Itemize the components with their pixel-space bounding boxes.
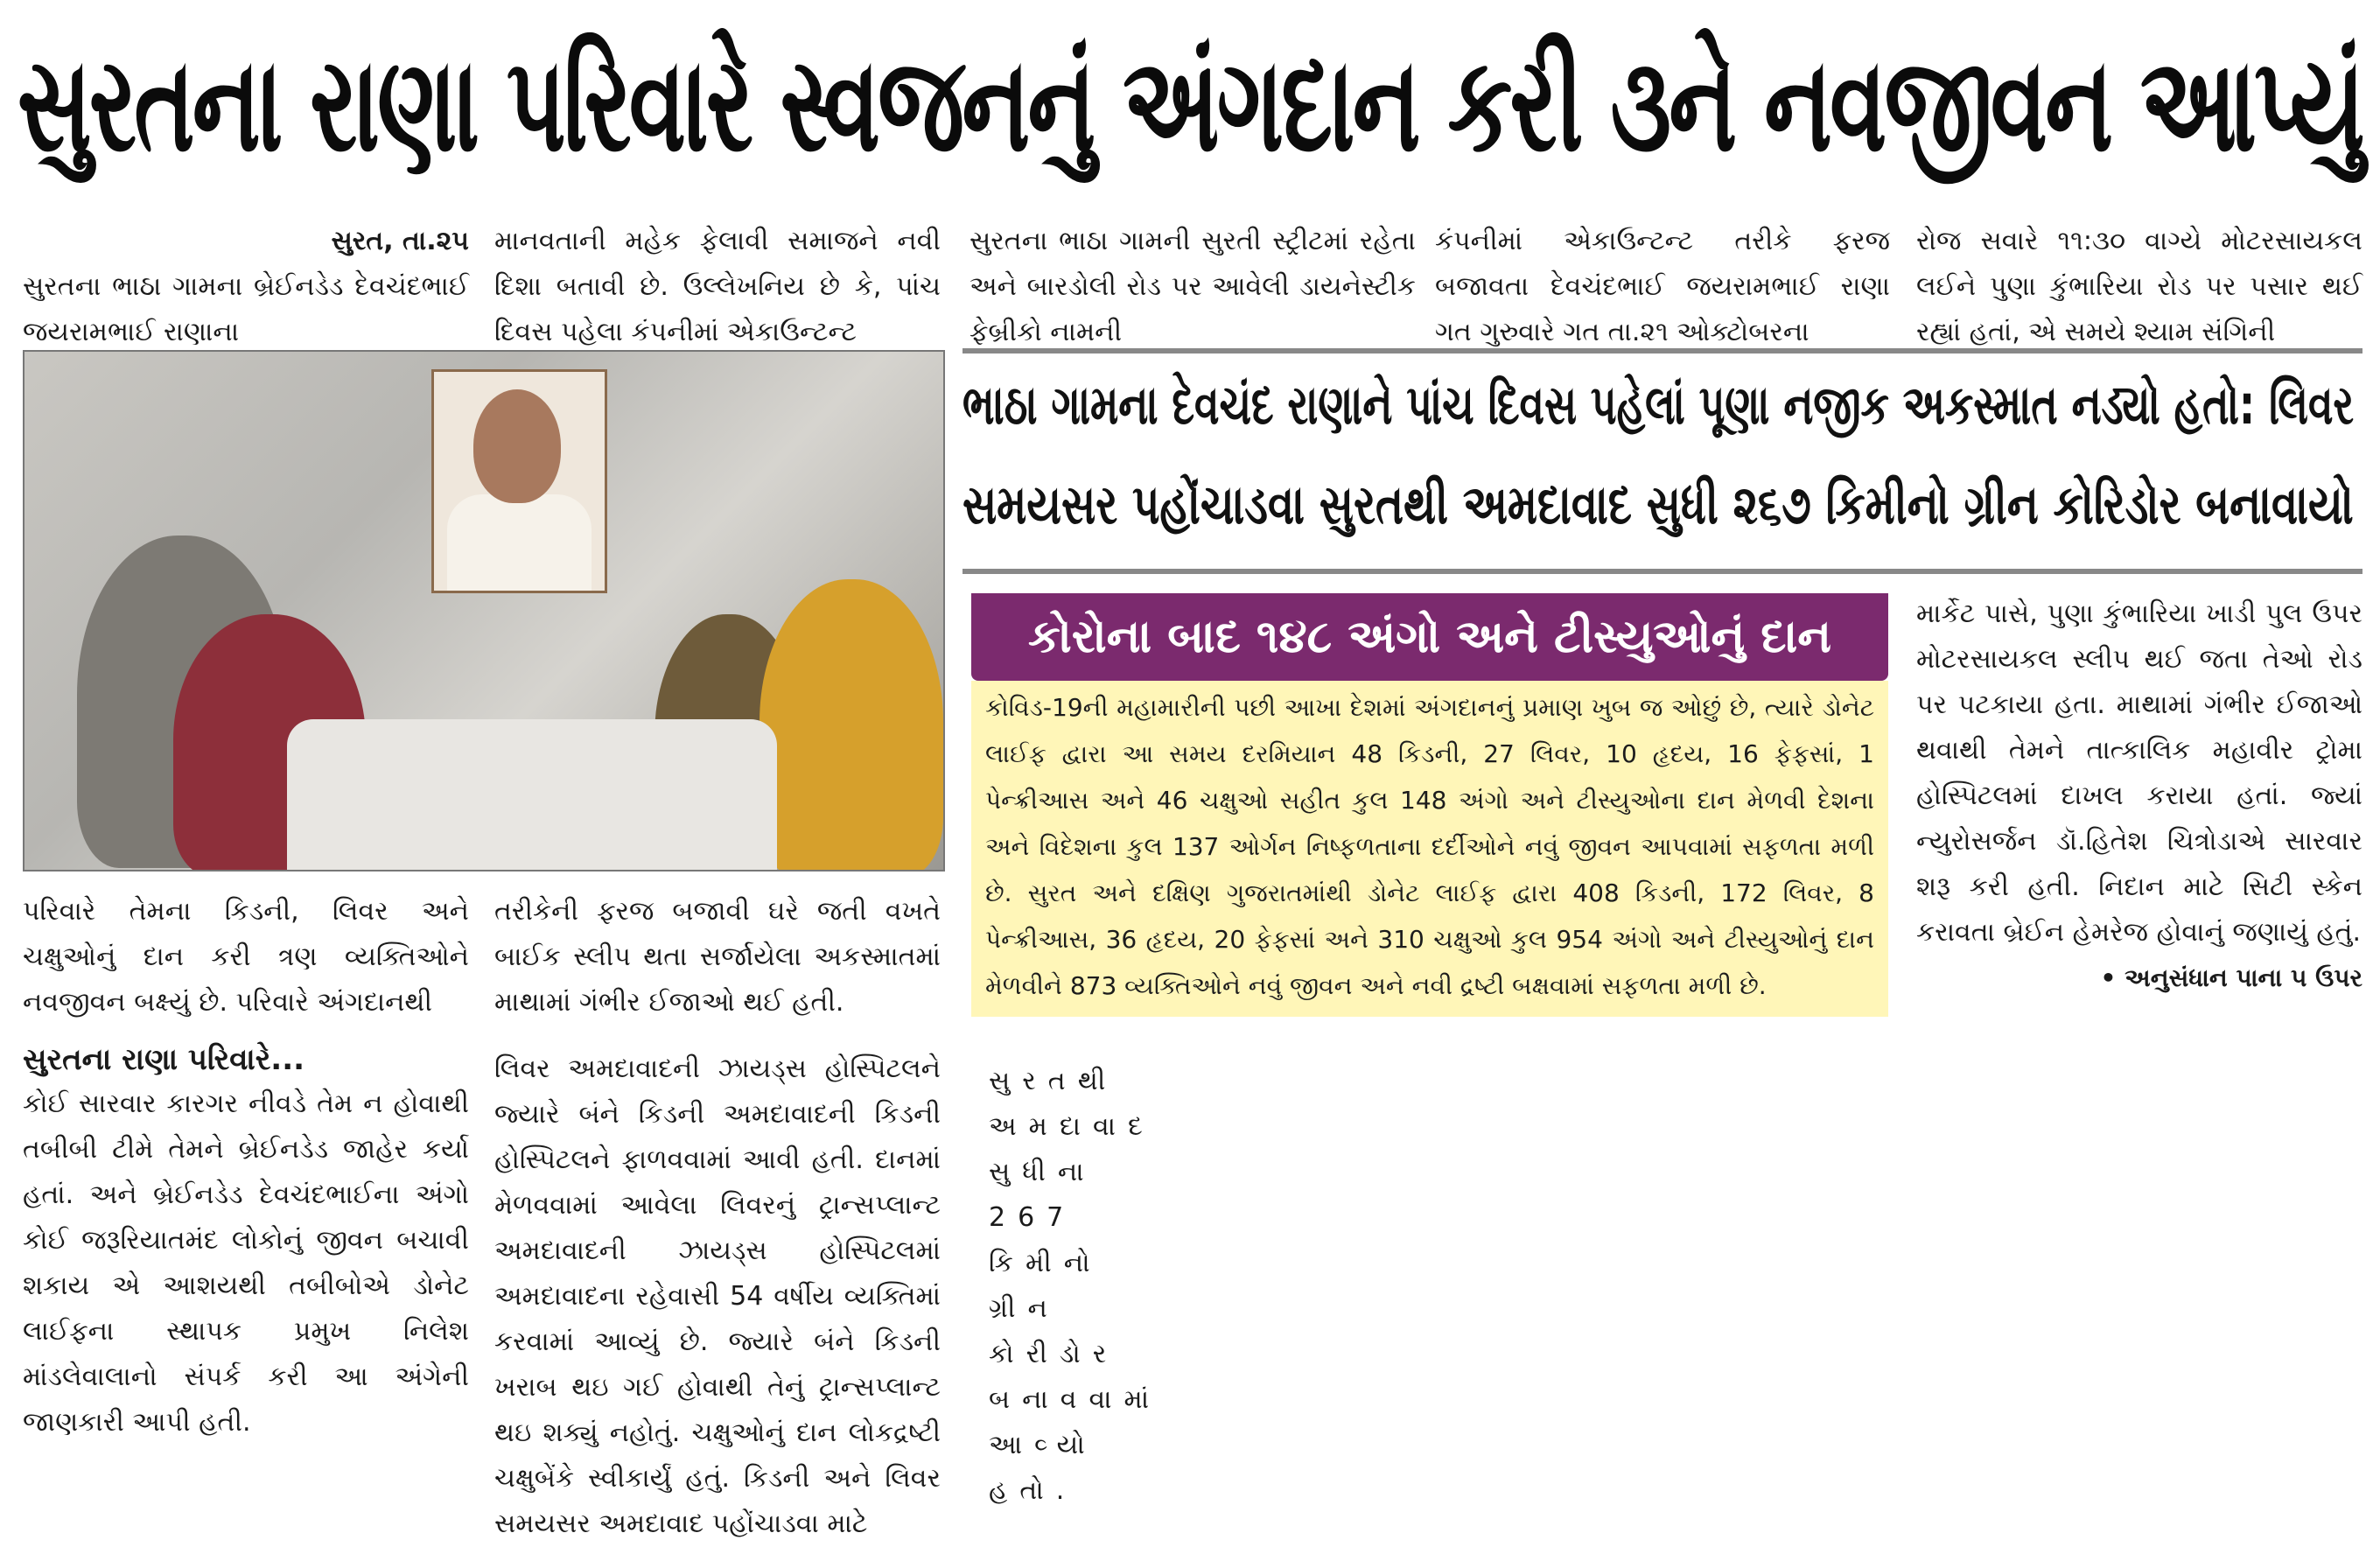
- column-2-bottom: લિવર અમદાવાદની ઝાયડ્સ હોસ્પિટલને જ્યારે બંને કિડની અમદાવાદની કિડની હોસ્પિટલને ફાળવવામાં આવી હતી. દાનમાં મેળવવામાં આવેલા લિવરનું ટ્રાન્સપ્લાન્ટ અમદાવાદની ઝાયડ્સ હોસ્પિટલમાં અમદાવાદના રહેવાસી 54 વર્ષીય વ્યક્તિમાં કરવામાં આવ્યું છે. જ્યારે બંને કિડની ખરાબ થઇ ગઈ હોવાથી તેનું ટ્રાન્સપ્લાન્ટ થઇ શક્યું નહોતું. ચક્ષુઓનું દાન લોકદ્રષ્ટી ચક્ષુબેંકે સ્વીકાર્યું હતું. કિડની અને લિવર સમયસર અમદાવાદ પહોંચાડવા માટે: [494, 1054, 941, 1539]
- continuation-note: • અનુસંધાન પાના ૫ ઉપર: [2100, 963, 2362, 992]
- column-3-bottom: સુરતથી અમદાવાદ સુધીના 267 કિમીનો ગ્રીન કોરીડોર બનાવવામાં આવ્યો હતો.: [989, 1066, 1162, 1506]
- news-photo: [23, 350, 945, 872]
- headline: સુરતના રાણા પરિવારે સ્વજનનું અંગદાન કરી ૩ને નવજીવન આપ્યું: [18, 29, 2362, 181]
- sub-headline: [962, 355, 2362, 562]
- column-2-top: માનવતાની મહેક ફેલાવી સમાજને નવી દિશા બતાવી છે. ઉલ્લેખનિય છે કે, પાંચ દિવસ પહેલા કંપનીમાં એકાઉન્ટન્ટ: [494, 226, 941, 347]
- photo-hospital-bed: [287, 719, 777, 872]
- box-body: કોવિડ-19ની મહામારીની પછી આખા દેશમાં અંગદાનનું પ્રમાણ ખુબ જ ઓછું છે, ત્યારે ડોનેટ લાઈફ દ્વારા આ સમય દરમિયાન 48 કિડની, 27 લિવર, 10 હૃદય, 16 ફેફસાં, 1 પેન્ક્રીઆસ અને 46 ચક્ષુઓ સહીત કુલ 148 અંગો અને ટીસ્યુઓના દાન મેળવી દેશના અને વિદેશના કુલ 137 ઓર્ગન નિષ્ફળતાના દર્દીઓને નવું જીવન આપવામાં સફળતા મળી છે. સુરત અને દક્ષિણ ગુજરાતમાંથી ડોનેટ લાઈફ દ્વારા 408 કિડની, 172 લિવર, 8 પેન્ક્રીઆસ, 36 હૃદય, 20 ફેફસાં અને 310 ચક્ષુઓ કુલ 954 અંગો અને ટીસ્યુઓનું દાન મેળવીને 873 વ્યક્તિઓને નવું જીવન અને નવી દ્રષ્ટી બક્ષવામાં સફળતા મળી છે.: [971, 681, 1888, 1017]
- column-2-mid: તરીકેની ફરજ બજાવી ઘરે જતી વખતે બાઈક સ્લીપ થતા સર્જાયેલા અકસ્માતમાં માથામાં ગંભીર ઈજાઓ થઈ હતી.: [494, 896, 941, 1018]
- column-3-top: સુરતના ભાઠા ગામની સુરતી સ્ટ્રીટમાં રહેતા અને બારડોલી રોડ પર આવેલી ડાયનેસ્ટીક ફેબ્રીકો નામની: [970, 226, 1416, 347]
- column-5-top: રોજ સવારે ૧૧:૩૦ વાગ્યે મોટરસાયકલ લઈને પુણા કુંભારિયા રોડ પર પસાર થઈ રહ્યાં હતાં, એ સમયે શ્યામ સંગિની: [1916, 226, 2362, 347]
- inset-portrait-head: [473, 389, 561, 503]
- dateline: સુરત, તા.૨૫: [331, 226, 469, 256]
- column-1-bottom: [23, 1038, 469, 1440]
- column-1-top: [23, 219, 469, 347]
- sub-headline-rule-top: [962, 348, 2362, 354]
- sub-headline-rule-bottom: [962, 569, 2362, 574]
- photo-person-right: [760, 579, 943, 872]
- column-4-top: કંપનીમાં એકાઉન્ટન્ટ તરીકે ફરજ બજાવતા દેવચંદભાઈ જયરામભાઈ રાણા ગત ગુરુવારે ગત તા.૨૧ ઓક્ટોબરના: [1435, 226, 1890, 347]
- inset-portrait: [431, 369, 607, 593]
- sub-headline-line-2: સમયસર પહોંચાડવા સુરતથી અમદાવાદ સુધી ૨૬૭ કિમીનો ગ્રીન કોરિડોર બનાવાયો: [962, 472, 2354, 536]
- box-title: કોરોના બાદ ૧૪૮ અંગો અને ટીસ્યુઓનું દાન: [971, 593, 1888, 681]
- column-1-mid: પરિવારે તેમના કિડની, લિવર અને ચક્ષુઓનું દાન કરી ત્રણ વ્યક્તિઓને નવજીવન બક્ષ્યું છે. પરિવારે અંગદાનથી: [23, 896, 469, 1018]
- inset-portrait-body: [447, 494, 592, 591]
- column-1-top-text: સુરતના ભાઠા ગામના બ્રેઈનડેડ દેવચંદભાઈ જયરામભાઈ રાણાના: [23, 271, 469, 347]
- column-5-mid-text: માર્કેટ પાસે, પુણા કુંભારિયા ખાડી પુલ ઉપર મોટરસાયકલ સ્લીપ થઈ જતા તેઓ રોડ પર પટકાયા હતા. માથામાં ગંભીર ઈજાઓ થવાથી તેમને તાત્કાલિક મહાવીર ટ્રોમા હોસ્પિટલમાં દાખલ કરાયા હતાં. જ્યાં ન્યુરોસર્જન ડૉ.હિતેશ ચિત્રોડાએ સારવાર શરૂ કરી હતી. નિદાન માટે સિટી સ્કેન કરાવતા બ્રેઈન હેમરેજ હોવાનું જણાયું હતું.: [1916, 598, 2362, 948]
- column-1-subhead: સુરતના રાણા પરિવારે...: [23, 1042, 305, 1077]
- sub-headline-line-1: ભાઠા ગામના દેવચંદ રાણાને પાંચ દિવસ પહેલાં પૂણા નજીક અકસ્માત નડ્યો હતો: લિવર: [962, 373, 2355, 437]
- column-1-bottom-text: કોઈ સારવાર કારગર નીવડે તેમ ન હોવાથી તબીબી ટીમે તેમને બ્રેઈનડેડ જાહેર કર્યા હતાં. અને બ્રેઈનડેડ દેવચંદભાઈના અંગો કોઈ જરૂરિયાતમંદ લોકોનું જીવન બચાવી શકાય એ આશયથી તબીબોએ ડોનેટ લાઈફના સ્થાપક પ્રમુખ નિલેશ માંડલેવાલાનો સંપર્ક કરી આ અંગેની જાણકારી આપી હતી.: [23, 1088, 469, 1438]
- column-5-mid: [1916, 592, 2362, 1020]
